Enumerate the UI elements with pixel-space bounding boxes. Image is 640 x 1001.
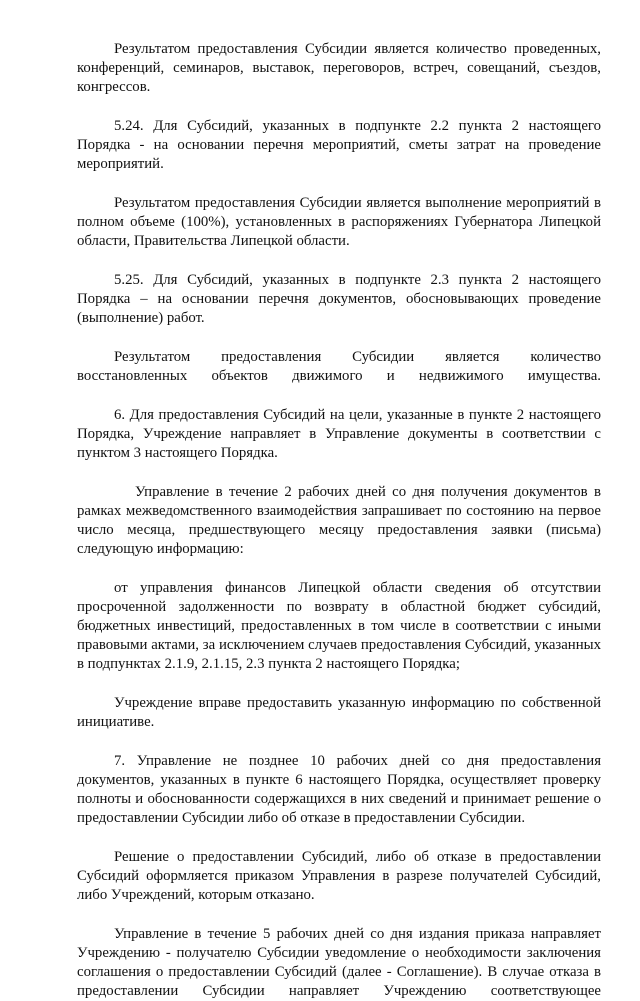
paragraph-finance-info: от управления финансов Липецкой области сведения об отсутствии просроченной задолженности по возврату в областной бюджет субсидий, бюджетных инвестиций, предоставленных в том числе в соответствии с иными правовыми актами, за исключением случаев предоставления Субсидий, указанных в подпунктах 2.1.9, 2.1.15, 2.3 пункта 2 настоящего Порядка;: [77, 580, 601, 672]
paragraph-result-restored: Результатом предоставления Субсидии является количество восстановленных объектов движимого и недвижимого имущества.: [77, 349, 601, 384]
paragraph-interagency-request: Управление в течение 2 рабочих дней со дня получения документов в рамках межведомственного взаимодействия запрашивает по состоянию на первое число месяца, предшествующего месяцу предоставления заявки (письма) следующую информацию:: [77, 484, 601, 557]
paragraph-result-completion: Результатом предоставления Субсидии является выполнение мероприятий в полном объеме (100%), установленных в распоряжениях Губернатора Липецкой области, Правительства Липецкой области.: [77, 195, 601, 249]
paragraph-5-25: 5.25. Для Субсидий, указанных в подпункте 2.3 пункта 2 настоящего Порядка – на основании перечня документов, обосновывающих проведение (выполнение) работ.: [77, 272, 601, 326]
paragraph-notification: Управление в течение 5 рабочих дней со дня издания приказа направляет Учреждению - получателю Субсидии уведомление о необходимости заключения соглашения о предоставлении Субсидий (далее - Соглашение). В случае отказа в предоставлении Субсидии направляет Учреждению соответствующее: [77, 926, 601, 999]
paragraph-7: 7. Управление не позднее 10 рабочих дней со дня предоставления документов, указанных в пункте 6 настоящего Порядка, осуществляет проверку полноты и обоснованности содержащихся в них сведений и принимает решение о предоставлении Субсидии либо об отказе в предоставлении Субсидии.: [77, 753, 601, 826]
paragraph-6: 6. Для предоставления Субсидий на цели, указанные в пункте 2 настоящего Порядка, Учреждение направляет в Управление документы в соответствии с пунктом 3 настоящего Порядка.: [77, 407, 601, 461]
paragraph-5-24: 5.24. Для Субсидий, указанных в подпункте 2.2 пункта 2 настоящего Порядка - на основании перечня мероприятий, сметы затрат на проведение мероприятий.: [77, 118, 601, 172]
paragraph-decision-order: Решение о предоставлении Субсидий, либо об отказе в предоставлении Субсидий оформляется приказом Управления в разрезе получателей Субсидий, либо Учреждений, которым отказано.: [77, 849, 601, 903]
paragraph-result-events: Результатом предоставления Субсидии является количество проведенных, конференций, семинаров, выставок, переговоров, встреч, совещаний, съездов, конгрессов.: [77, 41, 601, 95]
paragraph-own-initiative: Учреждение вправе предоставить указанную информацию по собственной инициативе.: [77, 695, 601, 730]
